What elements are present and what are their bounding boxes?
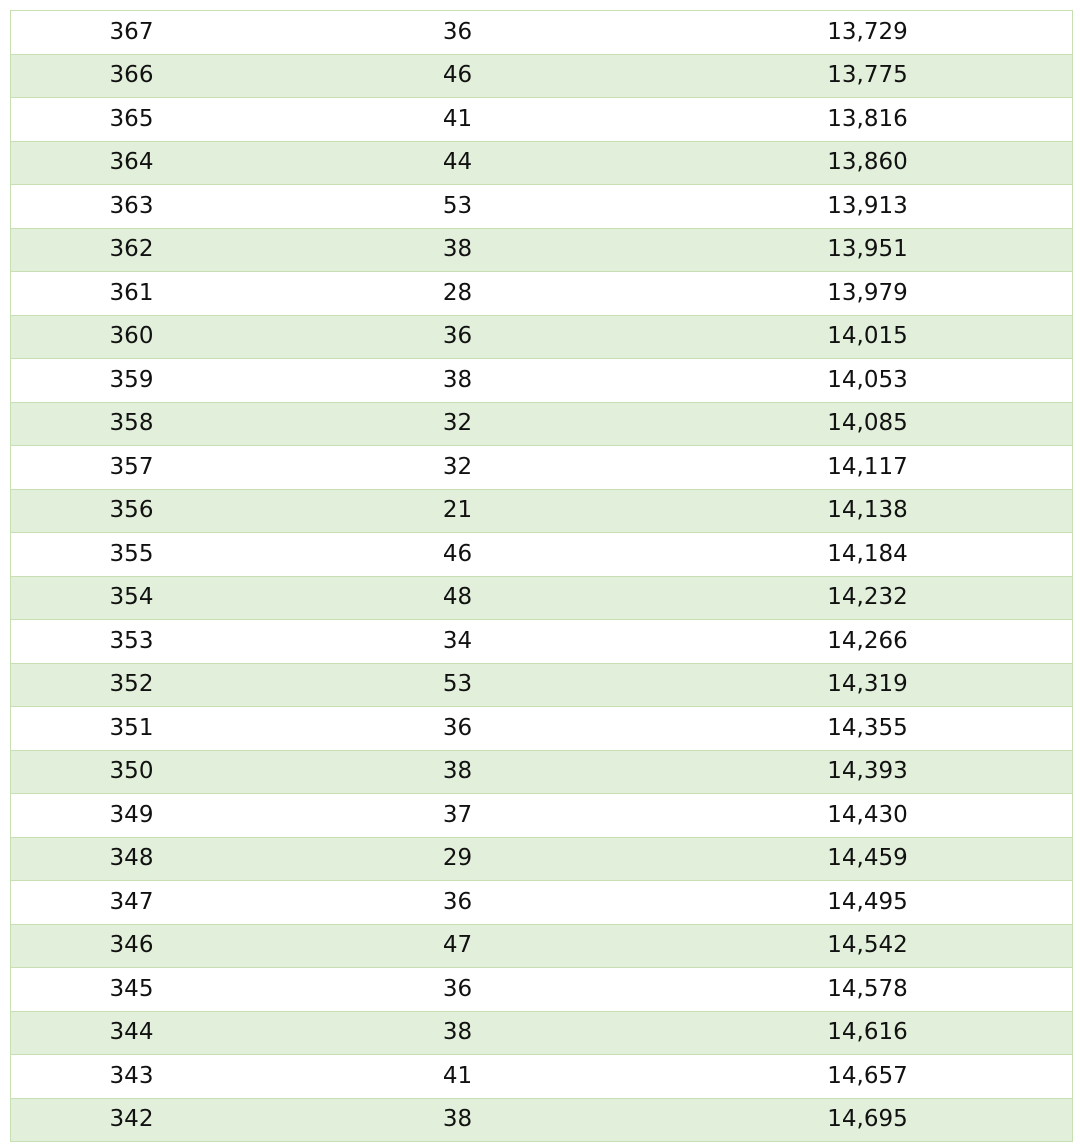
table-row (11, 794, 1072, 838)
table-cell-number: 367 (109, 18, 154, 45)
table-cell-total: 14,616 (827, 1019, 908, 1046)
table-cell-count: 38 (442, 1019, 473, 1046)
table-row (11, 142, 1072, 186)
table-row (11, 838, 1072, 882)
table-row (11, 751, 1072, 795)
table-cell-total: 14,657 (827, 1062, 908, 1089)
table-cell-count: 46 (442, 62, 473, 89)
data-table (10, 10, 1073, 1142)
table-cell-number: 343 (109, 1062, 154, 1089)
table-cell-number: 363 (109, 192, 154, 219)
table-row (11, 229, 1072, 273)
table-cell-total: 14,319 (827, 671, 908, 698)
table-cell-number: 350 (109, 758, 154, 785)
table-cell-total: 13,775 (827, 62, 908, 89)
table-cell-count: 36 (442, 18, 473, 45)
table-cell-total: 13,729 (827, 18, 908, 45)
table-row (11, 316, 1072, 360)
table-cell-total: 14,015 (827, 323, 908, 350)
table-cell-total: 13,816 (827, 105, 908, 132)
table-cell-count: 28 (442, 279, 473, 306)
table-cell-count: 46 (442, 540, 473, 567)
table-cell-count: 36 (442, 323, 473, 350)
table-cell-total: 14,053 (827, 366, 908, 393)
table-cell-count: 36 (442, 975, 473, 1002)
table-cell-total: 13,979 (827, 279, 908, 306)
table-cell-number: 364 (109, 149, 154, 176)
table-cell-total: 14,266 (827, 627, 908, 654)
table-cell-number: 358 (109, 410, 154, 437)
table-cell-number: 361 (109, 279, 154, 306)
table-cell-number: 359 (109, 366, 154, 393)
table-row (11, 925, 1072, 969)
table-cell-number: 348 (109, 845, 154, 872)
table-cell-total: 14,495 (827, 888, 908, 915)
table-row (11, 881, 1072, 925)
table-cell-count: 53 (442, 192, 473, 219)
table-cell-total: 14,430 (827, 801, 908, 828)
table-cell-count: 36 (442, 714, 473, 741)
table-cell-count: 32 (442, 410, 473, 437)
table-cell-total: 14,578 (827, 975, 908, 1002)
table-cell-total: 14,355 (827, 714, 908, 741)
table-row (11, 11, 1072, 55)
table-cell-total: 14,542 (827, 932, 908, 959)
table-row (11, 1012, 1072, 1056)
table-cell-count: 37 (442, 801, 473, 828)
table-cell-count: 32 (442, 453, 473, 480)
table-cell-number: 360 (109, 323, 154, 350)
table-cell-total: 14,459 (827, 845, 908, 872)
table-cell-count: 29 (442, 845, 473, 872)
table-row (11, 55, 1072, 99)
table-cell-count: 47 (442, 932, 473, 959)
table-row (11, 98, 1072, 142)
table-row (11, 664, 1072, 708)
table-cell-number: 345 (109, 975, 154, 1002)
table-cell-count: 38 (442, 1106, 473, 1133)
table-row (11, 446, 1072, 490)
table-cell-number: 344 (109, 1019, 154, 1046)
table-row (11, 490, 1072, 534)
table-cell-total: 14,117 (827, 453, 908, 480)
table-cell-number: 353 (109, 627, 154, 654)
table-row (11, 359, 1072, 403)
table-cell-number: 352 (109, 671, 154, 698)
table-cell-number: 357 (109, 453, 154, 480)
table-cell-total: 14,138 (827, 497, 908, 524)
table-row (11, 968, 1072, 1012)
table-cell-count: 41 (442, 1062, 473, 1089)
table-cell-total: 14,184 (827, 540, 908, 567)
table-cell-count: 38 (442, 236, 473, 263)
table-cell-number: 342 (109, 1106, 154, 1133)
table-row (11, 577, 1072, 621)
table-cell-count: 21 (442, 497, 473, 524)
table-row (11, 403, 1072, 447)
table-cell-number: 351 (109, 714, 154, 741)
table-cell-count: 41 (442, 105, 473, 132)
table-row (11, 272, 1072, 316)
table-cell-number: 349 (109, 801, 154, 828)
table-row (11, 533, 1072, 577)
table-cell-number: 365 (109, 105, 154, 132)
table-row (11, 185, 1072, 229)
table-cell-number: 356 (109, 497, 154, 524)
table-cell-count: 38 (442, 758, 473, 785)
table-cell-total: 14,232 (827, 584, 908, 611)
table-cell-count: 36 (442, 888, 473, 915)
table-cell-number: 346 (109, 932, 154, 959)
table-cell-total: 13,913 (827, 192, 908, 219)
table-cell-total: 14,085 (827, 410, 908, 437)
table-cell-count: 44 (442, 149, 473, 176)
table-cell-total: 13,860 (827, 149, 908, 176)
table-row (11, 707, 1072, 751)
table-cell-count: 38 (442, 366, 473, 393)
table-cell-count: 48 (442, 584, 473, 611)
table-row (11, 620, 1072, 664)
table-cell-count: 34 (442, 627, 473, 654)
table-cell-number: 354 (109, 584, 154, 611)
table-row (11, 1099, 1072, 1143)
table-cell-count: 53 (442, 671, 473, 698)
table-cell-total: 14,393 (827, 758, 908, 785)
table-cell-total: 13,951 (827, 236, 908, 263)
table-row (11, 1055, 1072, 1099)
table-cell-number: 355 (109, 540, 154, 567)
table-cell-number: 347 (109, 888, 154, 915)
table-cell-total: 14,695 (827, 1106, 908, 1133)
table-cell-number: 366 (109, 62, 154, 89)
table-cell-number: 362 (109, 236, 154, 263)
